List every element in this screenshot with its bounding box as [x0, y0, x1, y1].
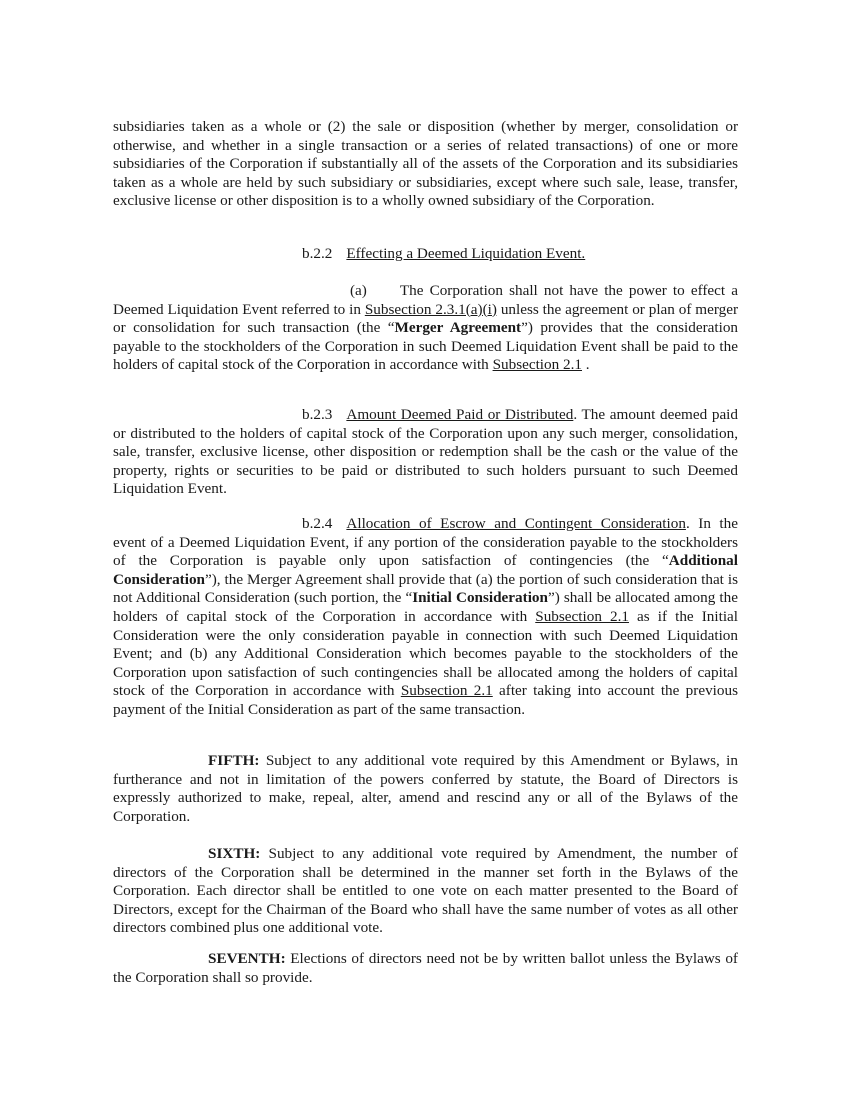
- clause-label: (a): [350, 282, 367, 299]
- section-b22a-paragraph: (a) The Corporation shall not have the power to effect a Deemed Liquidation Event referred to in Subsection 2.3.1(a)(i) unless the agreement or plan of merger or consolidation for such transaction (the “Merger Agreement”) provides that the consideration payable to the stockholders of the Corporation in such Deemed Liquidation Event shall be paid to the holders of capital stock of the Corporation in accordance with Subsection 2.1 .: [113, 282, 739, 374]
- section-number: b.2.4: [302, 515, 333, 532]
- defined-term: Merger Agreement: [394, 319, 522, 337]
- article-label: SEVENTH:: [208, 950, 286, 967]
- section-title: Amount Deemed Paid or Distributed: [346, 406, 574, 423]
- article-label: FIFTH:: [208, 752, 260, 769]
- article-seventh-paragraph: SEVENTH: Elections of directors need not be by written ballot unless the Bylaws of the Corporation shall so provide.: [113, 950, 738, 986]
- subsection-reference: Subsection 2.1: [492, 356, 582, 374]
- subsection-reference: Subsection 2.3.1(a)(i): [364, 300, 497, 318]
- subsection-reference: Subsection 2.1: [535, 607, 629, 625]
- article-sixth-paragraph: SIXTH: Subject to any additional vote required by Amendment, the number of directors of the Corporation shall be determined in the manner set forth in the Bylaws of the Corporation. Each director shall be entitled to one vote on each matter presented to the Board of Directors, except for the Chairman of the Board who shall have the same number of votes as all other directors combined plus one additional vote.: [113, 845, 738, 937]
- section-title: Effecting a Deemed Liquidation Event.: [346, 245, 586, 262]
- section-b22-heading: [113, 245, 738, 264]
- defined-term: Additional Consideration: [113, 552, 738, 588]
- section-b24-paragraph: b.2.4 Allocation of Escrow and Contingent Consideration. In the event of a Deemed Liquidation Event, if any portion of the consideration payable to the stockholders of the Corporation is payable only upon satisfaction of contingencies (the “Additional Consideration”), the Merger Agreement shall provide that (a) the portion of such consideration that is not Additional Consideration (such portion, the “Initial Consideration”) shall be allocated among the holders of capital stock of the Corporation in accordance with Subsection 2.1 as if the Initial Consideration were the only consideration payable in connection with such Deemed Liquidation Event; and (b) any Additional Consideration which becomes payable to the stockholders of the Corporation upon satisfaction of such contingencies shall be allocated among the holders of capital stock of the Corporation in accordance with Subsection 2.1 after taking into account the previous payment of the Initial Consideration as part of the same transaction.: [113, 515, 739, 718]
- paragraph-asset-sale-continuation: subsidiaries taken as a whole or (2) the sale or disposition (whether by merger, consolidation or otherwise, and whether in a single transaction or a series of related transactions) of one or more subsidiaries of the Corporation if substantially all of the assets of the Corporation and its subsidiaries taken as a whole are held by such subsidiary or subsidiaries, except where such sale, lease, transfer, exclusive license or other disposition is to a wholly owned subsidiary of the Corporation.: [113, 118, 738, 210]
- article-label: SIXTH:: [208, 845, 261, 862]
- section-title: Allocation of Escrow and Contingent Consideration: [346, 515, 686, 532]
- defined-term: Initial Consideration: [412, 589, 548, 607]
- section-number: b.2.2: [302, 245, 333, 262]
- section-number: b.2.3: [302, 406, 333, 423]
- section-b23-paragraph: b.2.3 Amount Deemed Paid or Distributed. The amount deemed paid or distributed to the holders of capital stock of the Corporation upon any such merger, consolidation, sale, transfer, exclusive license, other disposition or redemption shall be the cash or the value of the property, rights or securities to be paid or distributed to such holders pursuant to such Deemed Liquidation Event.: [113, 406, 738, 498]
- subsection-reference: Subsection 2.1: [400, 682, 493, 700]
- article-fifth-paragraph: FIFTH: Subject to any additional vote required by this Amendment or Bylaws, in furtherance and not in limitation of the powers conferred by statute, the Board of Directors is expressly authorized to make, repeal, alter, amend and rescind any or all of the Bylaws of the Corporation.: [113, 752, 738, 825]
